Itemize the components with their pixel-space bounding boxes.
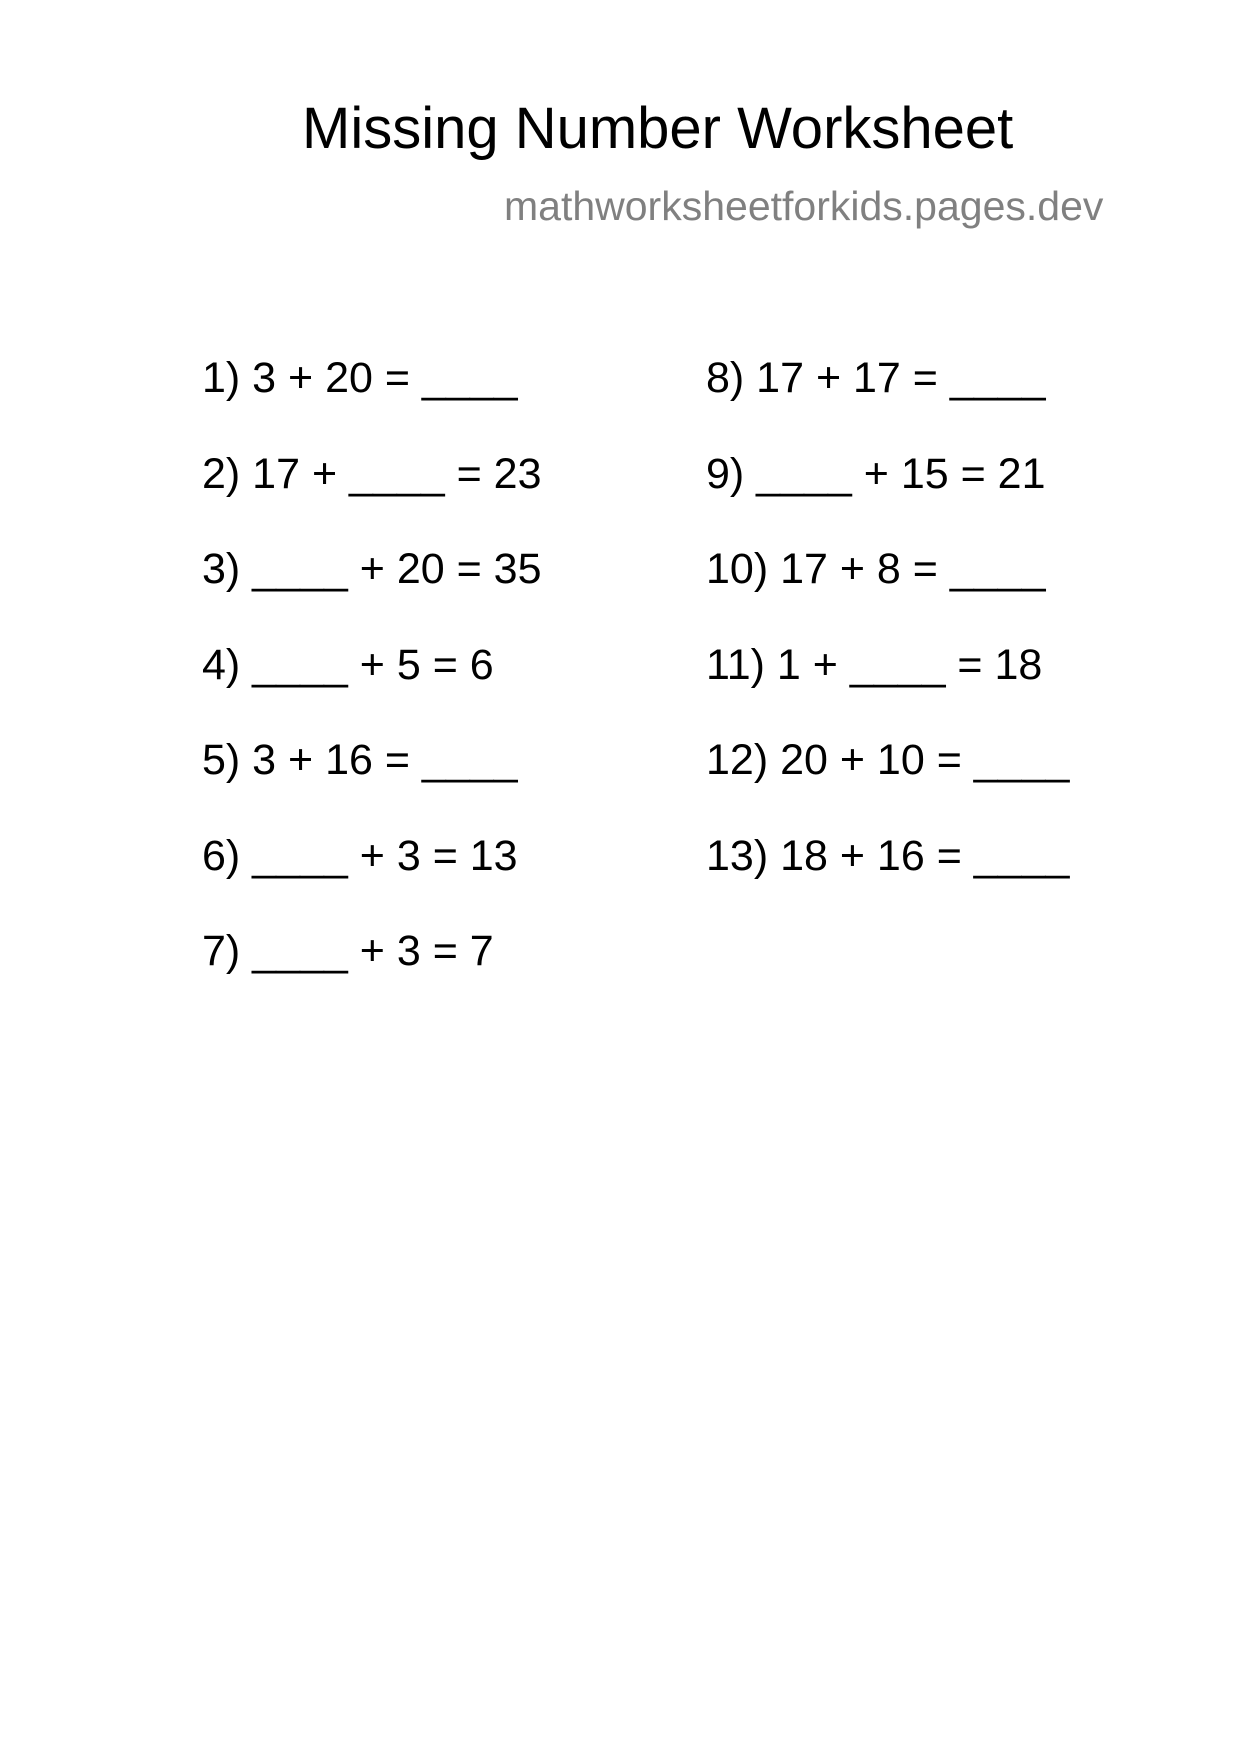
problem-4: 4) ____ + 5 = 6: [202, 640, 494, 689]
site-url: mathworksheetforkids.pages.dev: [504, 183, 1104, 229]
problem-9: 9) ____ + 15 = 21: [706, 449, 1046, 498]
problem-11: 11) 1 + ____ = 18: [706, 640, 1043, 689]
problems-left-column: [202, 354, 542, 1026]
problem-10: 10) 17 + 8 = ____: [706, 545, 1046, 593]
problem-8: 8) 17 + 17 = ____: [706, 354, 1046, 402]
problems-right-column: [706, 354, 1070, 930]
page-title: Missing Number Worksheet: [302, 96, 1014, 161]
problem-3: 3) ____ + 20 = 35: [202, 545, 542, 593]
problem-2: 2) 17 + ____ = 23: [202, 449, 542, 498]
problem-7: 7) ____ + 3 = 7: [202, 927, 494, 975]
problem-13: 13) 18 + 16 = ____: [706, 831, 1070, 880]
problem-1: 1) 3 + 20 = ____: [202, 354, 518, 402]
problem-12: 12) 20 + 10 = ____: [706, 736, 1070, 784]
problem-6: 6) ____ + 3 = 13: [202, 831, 518, 880]
problem-5: 5) 3 + 16 = ____: [202, 736, 518, 784]
